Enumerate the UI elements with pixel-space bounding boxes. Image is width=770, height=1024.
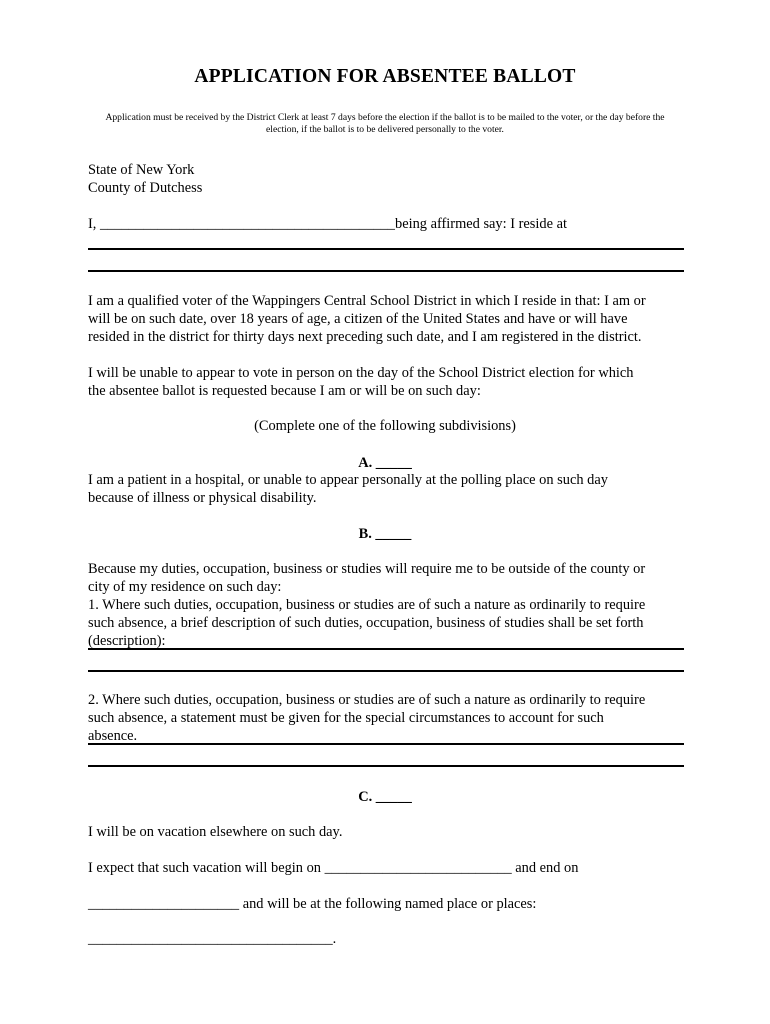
residence-line-2[interactable] (88, 270, 684, 272)
section-a-checkbox[interactable]: A. _____ (358, 455, 412, 471)
statement-line-2[interactable] (88, 765, 684, 767)
section-b-checkbox[interactable]: B. _____ (358, 526, 412, 542)
section-b-item-2: absence. (88, 728, 138, 744)
qualified-voter-text: resided in the district for thirty days next preceding such date, and I am registered in the district. (88, 329, 642, 345)
vacation-dates-line[interactable]: I expect that such vacation will begin on __________________________ and end on (88, 860, 579, 876)
section-b-item-2: 2. Where such duties, occupation, business or studies are of such a nature as ordinarily to require (88, 692, 646, 708)
complete-one-instruction: (Complete one of the following subdivisions) (254, 418, 516, 434)
residence-line-1[interactable] (88, 248, 684, 250)
section-a-text: because of illness or physical disability. (88, 490, 317, 506)
unable-to-vote-text: I will be unable to appear to vote in person on the day of the School District election for which (88, 365, 634, 381)
section-b-item-1: 1. Where such duties, occupation, business or studies are of such a nature as ordinarily to require (88, 597, 646, 613)
affirmation-line[interactable]: I, _________________________________________being affirmed say: I reside at (88, 216, 567, 232)
statement-line-1[interactable] (88, 743, 684, 745)
qualified-voter-text: will be on such date, over 18 years of age, a citizen of the United States and have or will have (88, 311, 628, 327)
vacation-text: I will be on vacation elsewhere on such day. (88, 824, 343, 840)
section-b-item-1: such absence, a brief description of such duties, occupation, business of studies shall be set forth (88, 615, 644, 631)
state-line: State of New York (88, 162, 195, 178)
description-line-1[interactable] (88, 648, 684, 650)
description-line-2[interactable] (88, 670, 684, 672)
instruction-note-line-2: election, if the ballot is to be delivered personally to the voter. (266, 124, 504, 135)
form-title: APPLICATION FOR ABSENTEE BALLOT (194, 66, 576, 87)
section-c-checkbox[interactable]: C. _____ (358, 789, 412, 805)
section-b-item-2: such absence, a statement must be given for the special circumstances to account for such (88, 710, 604, 726)
section-a-text: I am a patient in a hospital, or unable to appear personally at the polling place on such day (88, 472, 608, 488)
section-b-intro: city of my residence on such day: (88, 579, 282, 595)
county-line: County of Dutchess (88, 180, 203, 196)
instruction-note-line-1: Application must be received by the District Clerk at least 7 days before the election if the ballot is to be mailed to the voter, or the day before the (105, 112, 665, 123)
qualified-voter-text: I am a qualified voter of the Wappingers Central School District in which I reside in that: I am or (88, 293, 646, 309)
section-b-intro: Because my duties, occupation, business or studies will require me to be outside of the county or (88, 561, 646, 577)
section-b-item-1: (description): (88, 633, 166, 649)
vacation-place-blank[interactable]: __________________________________. (88, 931, 337, 947)
vacation-place-line[interactable]: _____________________ and will be at the following named place or places: (88, 896, 537, 912)
unable-to-vote-text: the absentee ballot is requested because I am or will be on such day: (88, 383, 481, 399)
